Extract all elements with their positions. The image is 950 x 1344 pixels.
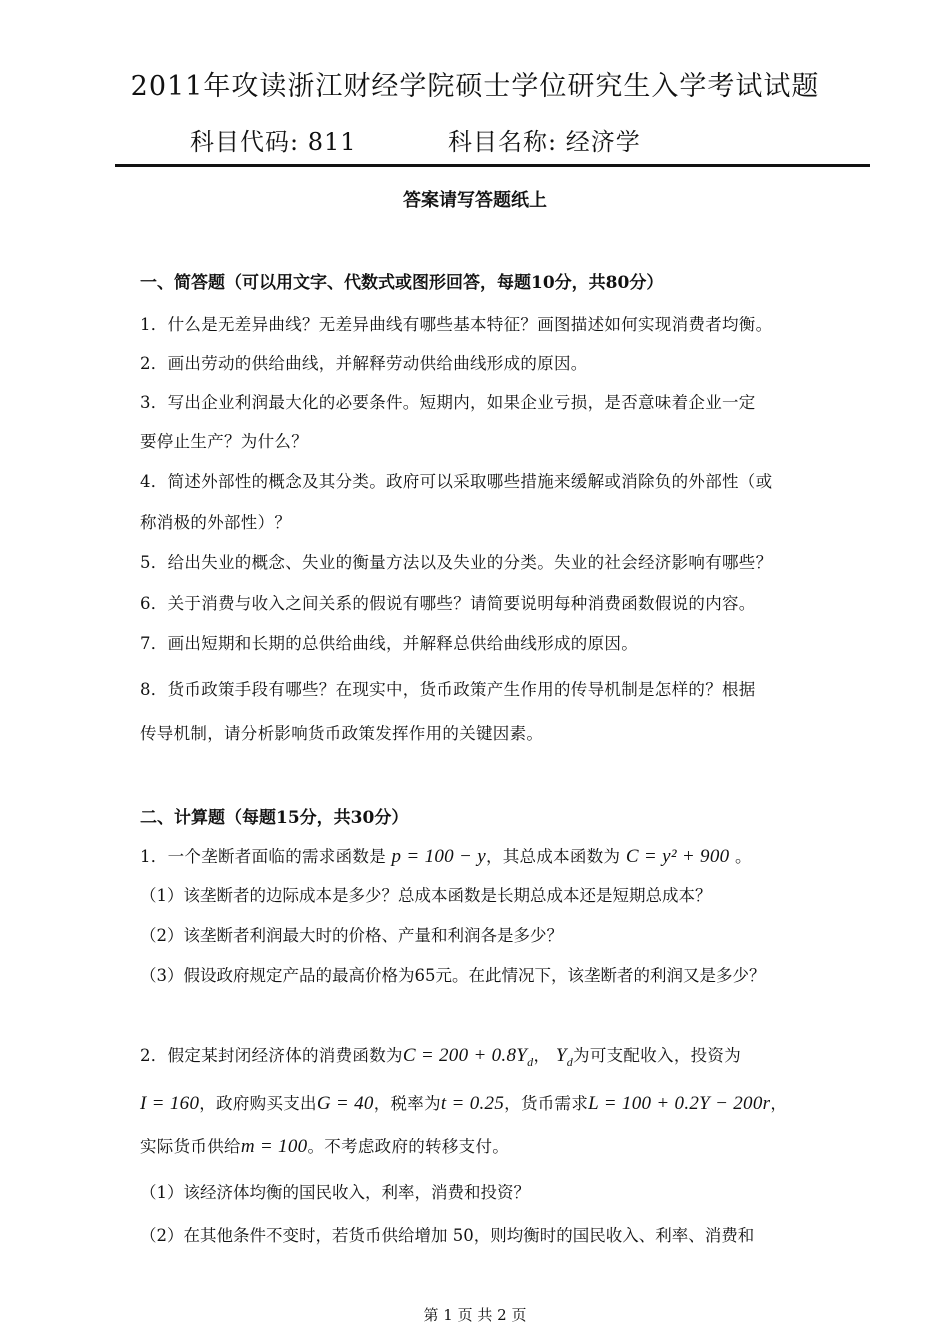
s1-line-7: 5．给出失业的概念、失业的衡量方法以及失业的分类。失业的社会经济影响有哪些？: [140, 553, 773, 572]
s1-line-8: 6．关于消费与收入之间关系的假说有哪些？请简要说明每种消费函数假说的内容。: [140, 594, 756, 613]
s1-line-3: 3．写出企业利润最大化的必要条件。短期内，如果企业亏损，是否意味着企业一定: [140, 393, 756, 412]
s1-line-11: 传导机制，请分析影响货币政策发挥作用的关键因素。: [140, 724, 544, 743]
s1-line-10: 8．货币政策手段有哪些？在现实中，货币政策产生作用的传导机制是怎样的？根据: [140, 680, 756, 699]
investment: I = 160: [140, 1093, 200, 1114]
s2-q1-sub2: （2）该垄断者利润最大时的价格、产量和利润各是多少？: [140, 926, 563, 945]
q2-text-a: 2．假定某封闭经济体的消费函数为: [140, 1046, 403, 1065]
government-spending: G = 40: [316, 1093, 374, 1114]
q2-text-b: ，: [533, 1046, 551, 1065]
answer-notice: 答案请写答题纸上: [403, 190, 547, 211]
s2-q1-sub3: （3）假设政府规定产品的最高价格为65元。在此情况下，该垄断者的利润又是多少？: [140, 966, 766, 985]
s2-q2-line2: [140, 1090, 787, 1115]
header-rule: [115, 164, 870, 167]
q2-text-i: 。不考虑政府的转移支付。: [307, 1137, 510, 1156]
s2-q1-intro: [140, 843, 752, 868]
subject-code: 科目代码: 811: [190, 128, 357, 156]
s2-q2-line3: [140, 1133, 509, 1158]
section1-title: 一、简答题（可以用文字、代数式或图形回答，每题10分，共80分）: [140, 273, 664, 293]
s1-line-2: 2．画出劳动的供给曲线，并解释劳动供给曲线形成的原因。: [140, 354, 588, 373]
q1-text-a: 1．一个垄断者面临的需求函数是: [140, 847, 386, 866]
q1-text-c: 。: [734, 847, 752, 866]
s2-q1-sub1: （1）该垄断者的边际成本是多少？总成本函数是长期总成本还是短期总成本？: [140, 886, 712, 905]
s2-q2-sub1: （1）该经济体均衡的国民收入，利率，消费和投资？: [140, 1183, 530, 1202]
s1-line-5: 4．简述外部性的概念及其分类。政府可以采取哪些措施来缓解或消除负的外部性（或: [140, 472, 773, 491]
exam-title: 2011年攻读浙江财经学院硕士学位研究生入学考试试题: [130, 71, 820, 102]
q2-text-d: ，政府购买支出: [199, 1094, 317, 1113]
page-number: 第 1 页 共 2 页: [423, 1306, 527, 1324]
q2-text-h: 实际货币供给: [140, 1137, 241, 1156]
subject-name: 科目名称: 经济学: [448, 128, 641, 156]
s1-line-1: 1．什么是无差异曲线？无差异曲线有哪些基本特征？画图描述如何实现消费者均衡。: [140, 315, 773, 334]
s1-line-6: 称消极的外部性）？: [140, 513, 292, 532]
s2-q2-line1: [140, 1042, 741, 1070]
s1-line-4: 要停止生产？为什么？: [140, 432, 308, 451]
q1-text-b: ，其总成本函数为: [485, 847, 621, 866]
q2-text-f: ，货币需求: [504, 1094, 589, 1113]
demand-function: p = 100 − y: [391, 846, 486, 867]
q2-text-e: ，税率为: [373, 1094, 441, 1113]
money-supply: m = 100: [240, 1136, 308, 1157]
tax-rate: t = 0.25: [440, 1093, 505, 1114]
section2-title: 二、计算题（每题15分，共30分）: [140, 808, 409, 828]
q2-text-g: ，: [770, 1094, 788, 1113]
money-demand: L = 100 + 0.2Y − 200r: [588, 1093, 771, 1114]
q2-text-c: 为可支配收入，投资为: [573, 1046, 742, 1065]
cost-function: C = y² + 900: [625, 846, 730, 867]
consumption-function: $C = 200 + 0.8Y_d$: [402, 1045, 534, 1069]
s2-q2-sub2: （2）在其他条件不变时，若货币供给增加 50，则均衡时的国民收入、利率、消费和: [140, 1226, 755, 1245]
disposable-income: $Y_d$: [555, 1045, 574, 1069]
s1-line-9: 7．画出短期和长期的总供给曲线，并解释总供给曲线形成的原因。: [140, 634, 638, 653]
